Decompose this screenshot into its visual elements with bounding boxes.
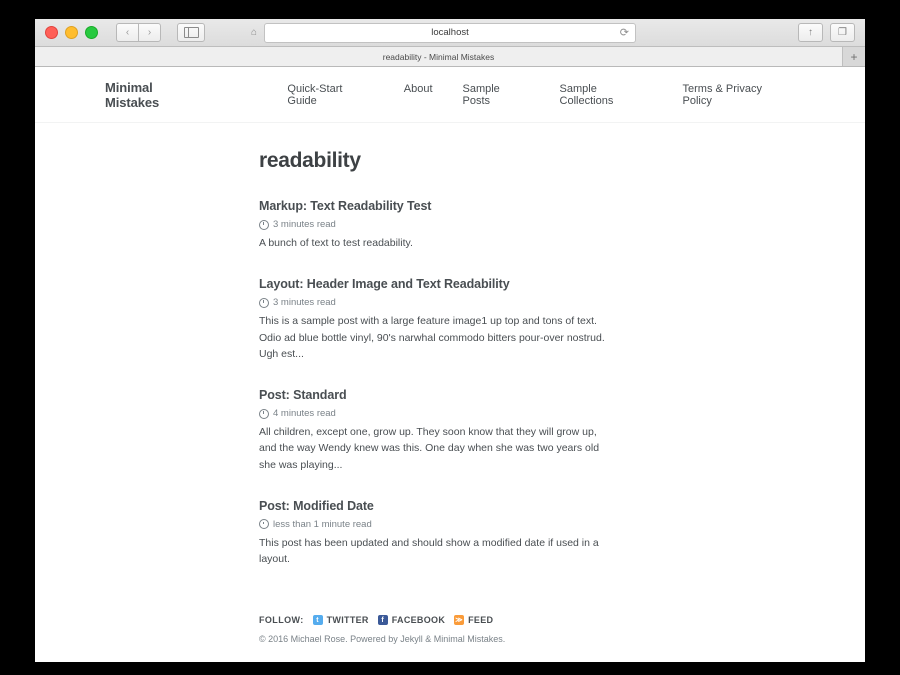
back-button[interactable]: ‹ xyxy=(116,23,138,42)
navigation-buttons xyxy=(116,23,161,42)
post-excerpt: This post has been updated and should show a modified date if used in a layout. xyxy=(259,536,599,566)
post-meta xyxy=(259,408,609,419)
post-read-time: 3 minutes read xyxy=(273,297,336,309)
copyright-text: © 2016 Michael Rose. Powered by Jekyll & Minimal Mistakes. xyxy=(259,634,506,645)
tab-bar xyxy=(35,47,865,67)
page-title: readability xyxy=(259,149,361,172)
clock-icon xyxy=(259,220,269,230)
sidebar-icon xyxy=(184,27,199,38)
post-excerpt: This is a sample post with a large feature image1 up top and tons of text. Odio ad blue bottle vinyl, 90's narwhal commodo bitters pour-over nostrud. Ugh est... xyxy=(259,315,605,360)
browser-toolbar xyxy=(35,19,865,47)
post-title[interactable]: Layout: Header Image and Text Readability xyxy=(259,277,510,292)
follow-label: FOLLOW: xyxy=(259,615,304,626)
nav-link-terms-privacy-policy[interactable]: Terms & Privacy Policy xyxy=(682,82,762,107)
browser-window xyxy=(35,19,865,645)
twitter-icon: t xyxy=(313,615,323,625)
post-title[interactable]: Markup: Text Readability Test xyxy=(259,199,432,213)
post-title[interactable]: Post: Modified Date xyxy=(259,498,374,513)
nav-link-sample-posts[interactable]: Sample Posts xyxy=(462,82,500,107)
post-read-time: less than 1 minute read xyxy=(273,518,372,530)
page-viewport xyxy=(35,67,865,662)
rss-icon: ≫ xyxy=(455,617,463,625)
maximize-window-button[interactable] xyxy=(85,26,98,39)
reload-icon[interactable]: ⟳ xyxy=(619,27,629,39)
post-meta xyxy=(259,297,609,308)
tab-readability[interactable]: readability - Minimal Mistakes xyxy=(35,47,843,66)
page-footer xyxy=(259,615,865,662)
post-excerpt: All children, except one, grow up. They soon know that they will grow up, and the way Wendy knew was this. One day when she was two years old she was playing... xyxy=(259,426,600,471)
social-link-twitter[interactable] xyxy=(313,615,369,625)
nav-link-sample-collections[interactable]: Sample Collections xyxy=(559,82,614,107)
site-navigation xyxy=(287,83,793,107)
window-controls xyxy=(45,26,98,39)
social-link-facebook[interactable] xyxy=(378,615,445,625)
facebook-icon: f xyxy=(378,615,388,625)
page-content xyxy=(35,123,865,662)
post-read-time: 4 minutes read xyxy=(273,408,336,420)
address-bar-url: localhost xyxy=(431,27,469,38)
social-link-feed[interactable] xyxy=(454,615,493,625)
show-tabs-button[interactable]: ❐ xyxy=(830,23,855,42)
home-button[interactable]: ⌂ xyxy=(250,27,258,38)
social-link-label: FACEBOOK xyxy=(391,615,446,626)
minimize-window-button[interactable] xyxy=(65,26,78,39)
post-meta xyxy=(259,519,609,530)
post-meta xyxy=(259,219,609,230)
follow-row xyxy=(259,615,865,625)
clock-icon xyxy=(259,519,269,529)
forward-button[interactable]: › xyxy=(138,23,161,42)
nav-link-about[interactable]: About xyxy=(403,82,433,95)
new-tab-button[interactable]: + xyxy=(843,47,865,66)
close-window-button[interactable] xyxy=(45,26,58,39)
list-item xyxy=(259,277,609,362)
site-title[interactable]: Minimal Mistakes xyxy=(105,79,160,110)
post-excerpt: A bunch of text to test readability. xyxy=(259,237,413,249)
post-title[interactable]: Post: Standard xyxy=(259,388,347,403)
share-button[interactable]: ↑ xyxy=(798,23,823,42)
list-item xyxy=(259,499,609,568)
sidebar-toggle-button[interactable] xyxy=(177,23,205,42)
social-link-label: FEED xyxy=(468,615,494,626)
address-bar[interactable] xyxy=(264,23,636,43)
site-masthead xyxy=(35,67,865,123)
post-read-time: 3 minutes read xyxy=(273,219,336,230)
clock-icon xyxy=(259,298,269,308)
list-item xyxy=(259,199,609,251)
toolbar-right-buttons xyxy=(798,23,855,42)
social-link-label: TWITTER xyxy=(326,615,369,626)
clock-icon xyxy=(259,409,269,419)
nav-link-quick-start-guide[interactable]: Quick-Start Guide xyxy=(287,82,343,107)
list-item xyxy=(259,388,609,473)
